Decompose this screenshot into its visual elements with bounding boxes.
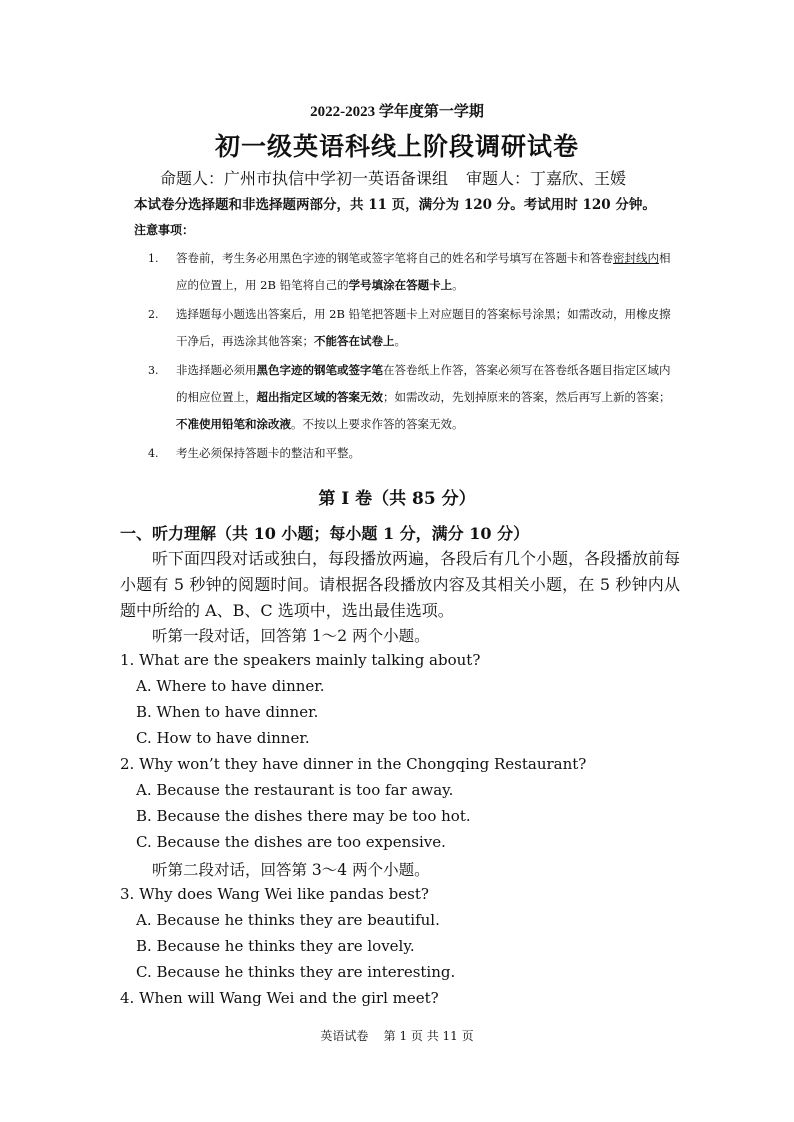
notice-bold: 不能答在试卷上	[314, 334, 395, 348]
exam-title: 初一级英语科线上阶段调研试卷	[214, 132, 579, 161]
part-heading: 一、听力理解（共 10 小题；每小题 1 分，满分 10 分）	[120, 524, 530, 543]
notice-bold: 学号填涂在答题卡上	[348, 278, 453, 292]
notice-text: 。	[452, 278, 464, 292]
option-3b: B. Because he thinks they are lovely.	[136, 937, 415, 955]
question-2: 2. Why won’t they have dinner in the Chongqing Restaurant?	[120, 755, 587, 773]
notice-text: 。不按以上要求作答的答案无效。	[291, 417, 464, 431]
notice-text: 考生必须保持答题卡的整洁和平整。	[176, 446, 360, 460]
notice-list	[140, 245, 680, 469]
option-1c: C. How to have dinner.	[136, 729, 310, 747]
setter: 命题人：广州市执信中学初一英语备课组	[160, 169, 449, 188]
option-1a: A. Where to have dinner.	[136, 677, 325, 695]
notice-text: ；如需改动，先划掉原来的答案，然后再写上新的答案；	[383, 390, 671, 404]
notice-text: 非选择题必须用	[176, 363, 257, 377]
notice-item-2	[140, 301, 680, 355]
dialog-intro-2: 听第二段对话，回答第 3～4 两个小题。	[152, 861, 430, 879]
notice-item-1	[140, 245, 680, 299]
notice-number: 3.	[148, 364, 159, 377]
listening-instructions: 听下面四段对话或独白，每段播放两遍，各段后有几个小题，各段播放前每小题有 5 秒钟的阅题时间。请根据各段播放内容及其相关小题，在 5 秒钟内从题中所给的 A、B、C 选项中，选出最佳选项。	[120, 549, 681, 620]
notice-text: 选择题每小题选出答案后，用 2B 铅笔把答题卡上对应题目的答案标号涂黑；如需改动，用橡皮擦干净后，再选涂其他答案；	[176, 307, 671, 348]
option-2c: C. Because the dishes are too expensive.	[136, 833, 446, 851]
option-3a: A. Because he thinks they are beautiful.	[136, 911, 440, 929]
year-term: 2022-2023 学年度第一学期	[310, 104, 484, 120]
option-2b: B. Because the dishes there may be too hot.	[136, 807, 471, 825]
section-title: 第 I 卷（共 85 分）	[318, 489, 476, 509]
notice-number: 4.	[148, 447, 159, 460]
question-1: 1. What are the speakers mainly talking about?	[120, 651, 481, 669]
option-1b: B. When to have dinner.	[136, 703, 319, 721]
notice-text: 答卷前，考生务必用黑色字迹的钢笔或签字笔将自己的姓名和学号填写在答题卡和答卷	[176, 251, 613, 265]
dialog-intro-1: 听第一段对话，回答第 1～2 两个小题。	[152, 627, 430, 645]
question-4: 4. When will Wang Wei and the girl meet?	[120, 989, 439, 1007]
notice-text: 在答卷纸上作答，答案必须写在答卷纸各题目指定区域内的相应位置上，	[176, 363, 671, 404]
notice-number: 1.	[148, 252, 159, 265]
notice-bold: 不准使用铅笔和涂改液	[176, 417, 291, 431]
page-footer: 英语试卷 第 1 页 共 11 页	[320, 1029, 474, 1043]
notice-text: 。	[394, 334, 406, 348]
notice-text: 相应的位置上，用 2B 铅笔将自己的	[176, 251, 671, 292]
notice-item-4	[140, 440, 680, 467]
notice-item-3	[140, 357, 680, 438]
notice-bold: 黑色字迹的钢笔或签字笔	[256, 363, 383, 377]
exam-summary: 本试卷分选择题和非选择题两部分，共 11 页，满分为 120 分。考试用时 120 分钟。	[134, 197, 656, 213]
notice-underline: 密封线内	[613, 251, 659, 265]
notice-bold: 超出指定区域的答案无效	[256, 390, 383, 404]
option-2a: A. Because the restaurant is too far away.	[136, 781, 454, 799]
reviewer: 审题人：丁嘉欣、王媛	[466, 169, 627, 188]
notice-title: 注意事项：	[134, 223, 195, 237]
notice-number: 2.	[148, 308, 159, 321]
authors-line	[160, 166, 626, 189]
question-3: 3. Why does Wang Wei like pandas best?	[120, 885, 429, 903]
option-3c: C. Because he thinks they are interesting.	[136, 963, 456, 981]
